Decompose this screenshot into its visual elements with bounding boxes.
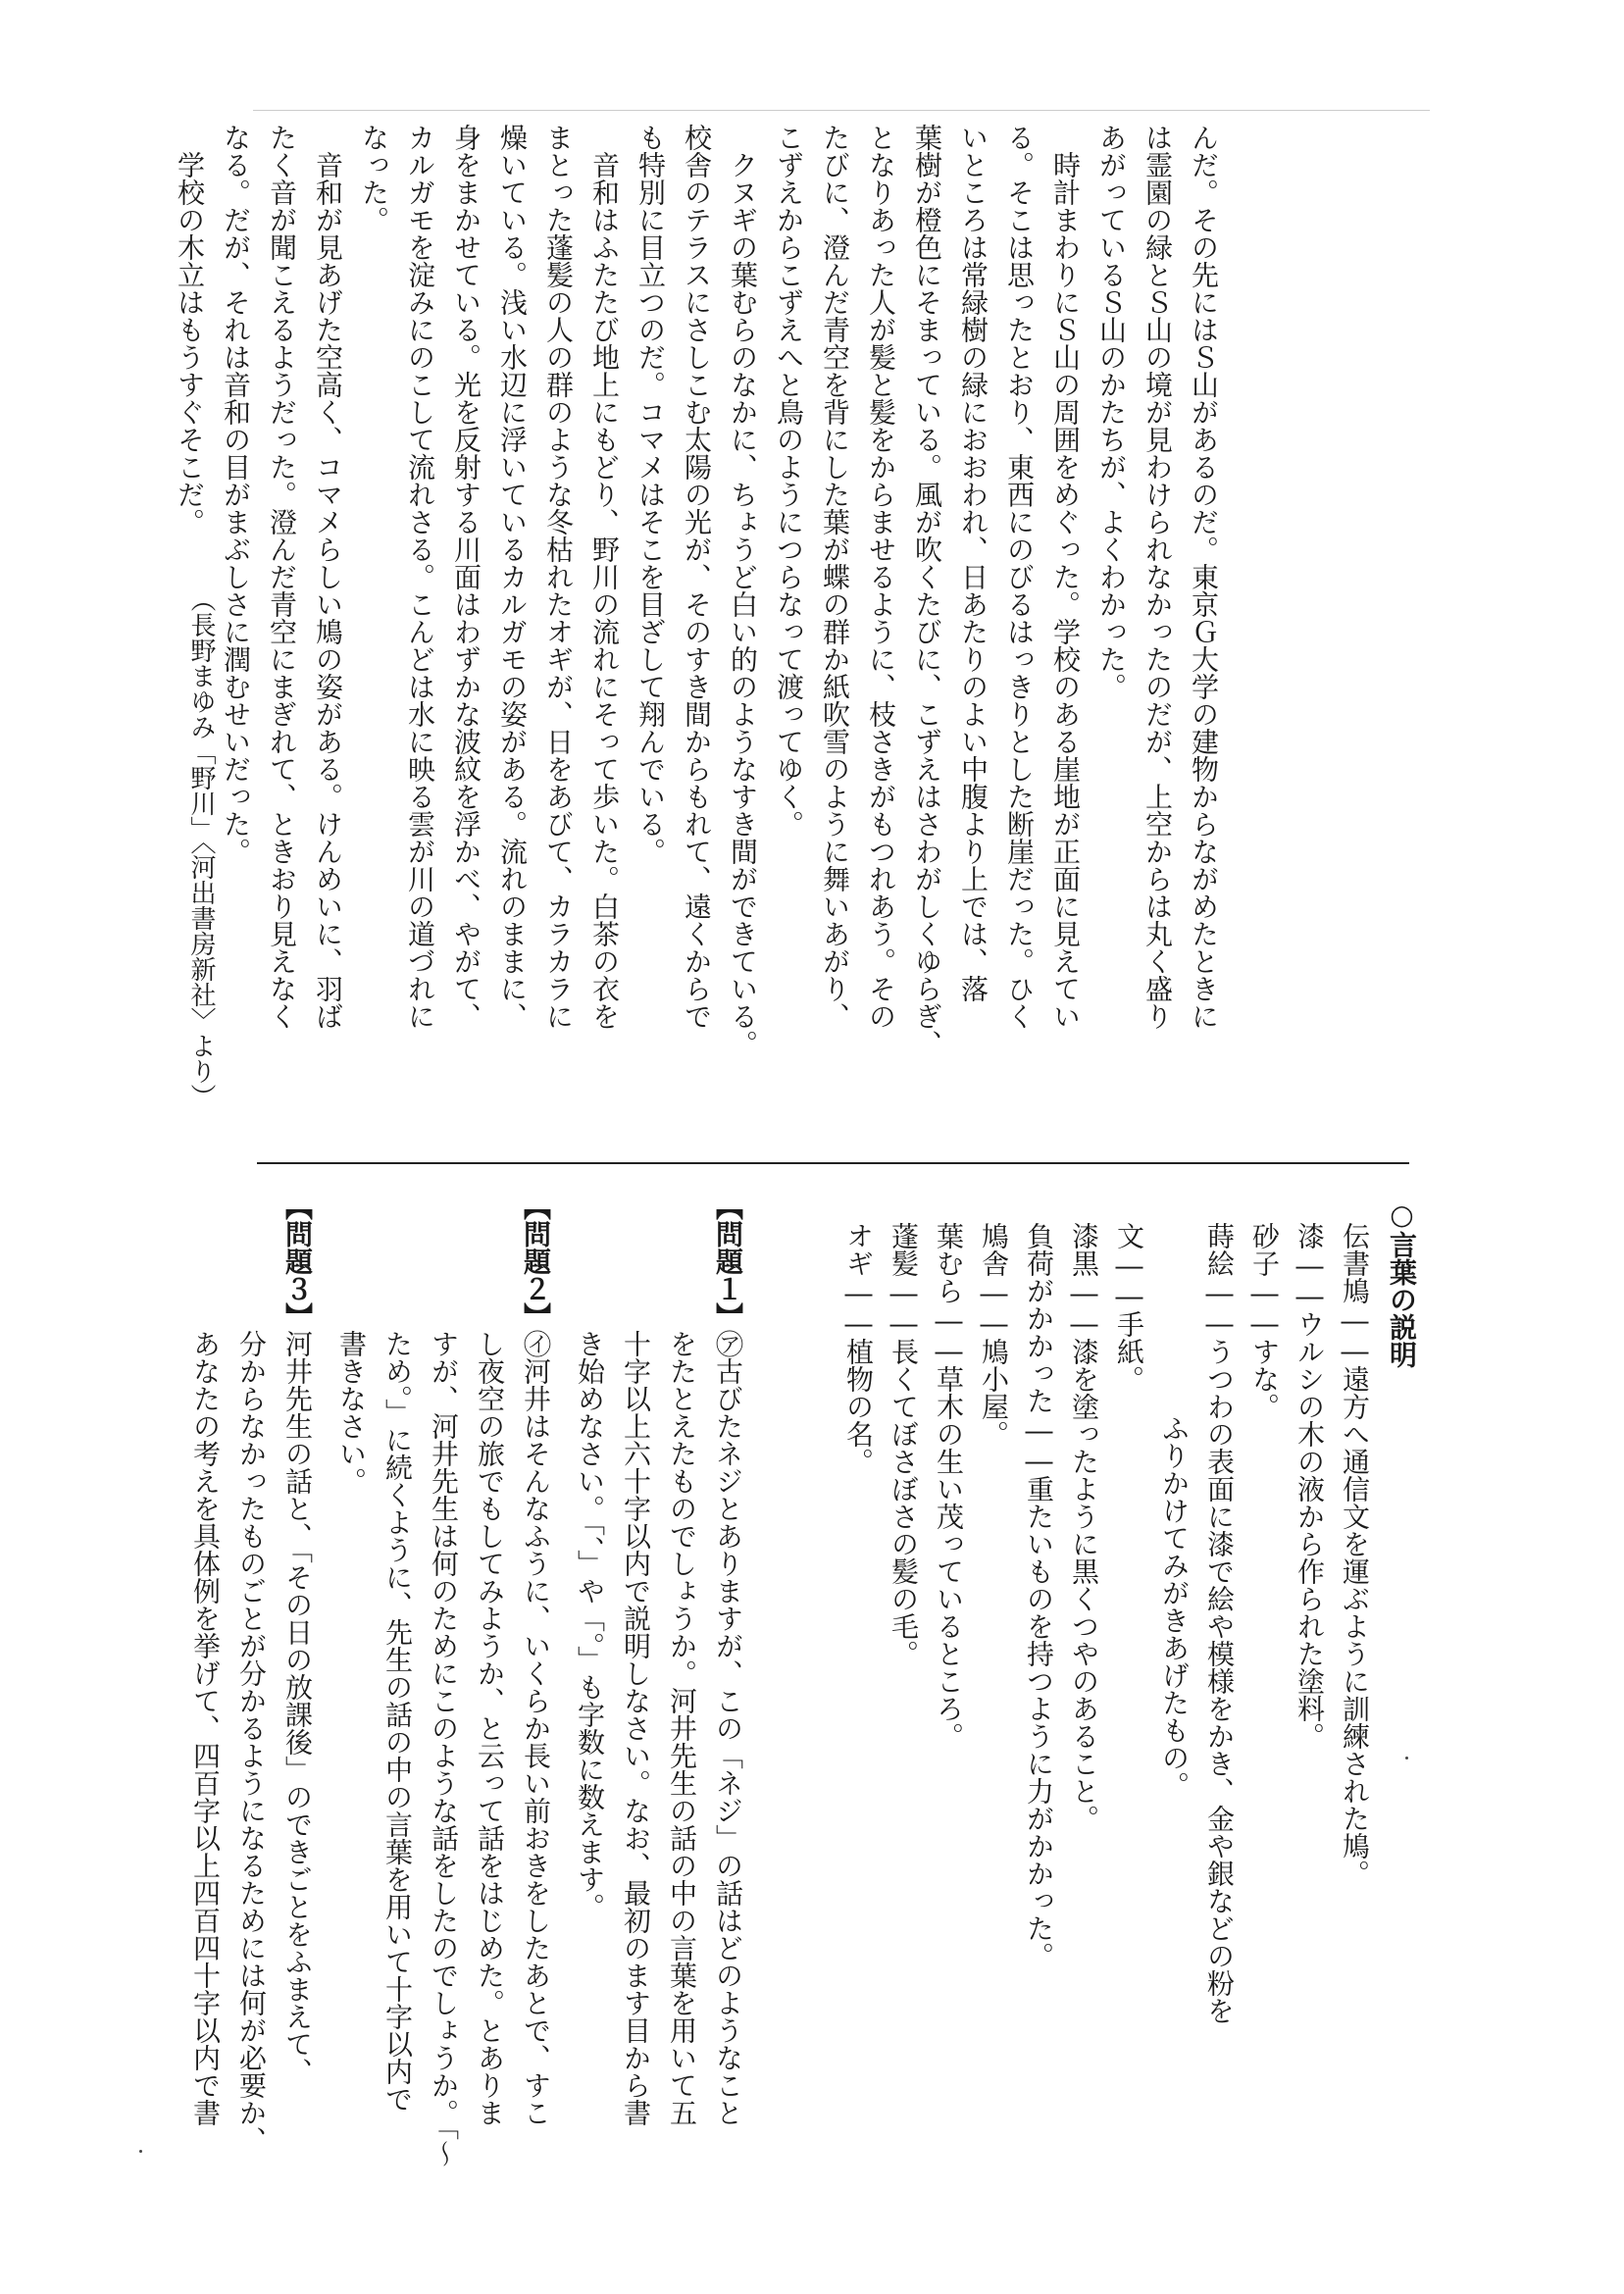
question-line <box>513 1193 559 2173</box>
glossary-entry <box>1196 1222 1242 2183</box>
passage-line: は霊園の緑とＳ山の境が見わけられなかったのだが、上空からは丸く盛り <box>1142 124 1174 1030</box>
questions <box>182 1193 751 2173</box>
question-line <box>275 1193 321 2173</box>
citation-text: （長野まゆみ「野川」〈河出書房新社〉より） <box>186 586 216 1109</box>
question-line <box>467 1193 513 2173</box>
question-text: き始めなさい。「、」や「。」も字数に数えます。 <box>574 1330 606 1920</box>
passage-line: たびに、澄んだ青空を背にした葉が蝶の群か紙吹雪のように舞いあがり、 <box>819 124 851 1030</box>
question-text: 分からなかったものごとが分かるようになるためには何が必要か、 <box>235 1330 268 2154</box>
glossary-entry <box>1016 1222 1061 2183</box>
glossary-dash: ―― <box>1248 1277 1281 1338</box>
glossary-definition: 植物の名。 <box>842 1338 875 1475</box>
question-text: 書きなさい。 <box>335 1330 368 1495</box>
question-line <box>705 1193 751 2173</box>
glossary-definition: ふりかけてみがきあげたもの。 <box>1158 1414 1191 1799</box>
question-text: 河井先生の話と、「その日の放課後」のできごとをふまえて、 <box>281 1330 314 2085</box>
glossary-definition: ウルシの木の液から作られた塗料。 <box>1294 1310 1326 1750</box>
glossary-entry <box>971 1222 1016 2183</box>
glossary-dash: ―― <box>1113 1249 1145 1310</box>
question-line <box>329 1193 375 2173</box>
glossary-term: 漆黒 <box>1068 1222 1100 1277</box>
passage-line: まとった蓬髪の人の群のような冬枯れたオギが、日をあびて、カラカラに <box>542 124 575 1030</box>
question-line <box>182 1193 228 2173</box>
passage-line: 燥いている。浅い水辺に浮いているカルガモの姿がある。流れのままに、 <box>496 124 529 1030</box>
glossary-term: 伝書鳩 <box>1339 1222 1371 1304</box>
glossary-term: 負荷がかかった <box>1023 1222 1055 1414</box>
passage-line: 身をまかせている。光を反射する川面はわずかな波紋を浮かべ、やがて、 <box>450 124 482 1030</box>
glossary-dash: ―― <box>1294 1249 1326 1310</box>
passage-line: クヌギの葉むらのなかに、ちょうど白い的のようなすき間ができている。 <box>727 124 759 1057</box>
glossary-term: 葉むら <box>933 1222 965 1304</box>
glossary-entry <box>1061 1222 1106 2183</box>
print-speck <box>1405 1757 1408 1759</box>
glossary-dash: ―― <box>1068 1277 1100 1338</box>
glossary-definition: うつわの表面に漆で絵や模様をかき、金や銀などの粉を <box>1203 1338 1236 2024</box>
glossary-entry <box>926 1222 971 2183</box>
glossary-term: 漆 <box>1294 1222 1326 1249</box>
top-rule <box>253 110 1430 111</box>
passage-line: 校舎のテラスにさしこむ太陽の光が、そのすき間からもれて、遠くからで <box>681 124 713 1030</box>
glossary-dash: ―― <box>842 1277 875 1338</box>
question-text: すが、河井先生は何のためにこのような話をしたのでしょうか。「～ <box>428 1330 460 2167</box>
glossary-entry <box>1332 1222 1377 2183</box>
question-line <box>659 1193 705 2173</box>
glossary-definition: 手紙。 <box>1113 1310 1145 1393</box>
glossary-entry <box>1106 1222 1151 2183</box>
section-divider <box>257 1162 1409 1164</box>
passage-line: たく音が聞こえるようだった。澄んだ青空にまぎれて、ときおり見えなく <box>266 124 298 1030</box>
passage-line: こずえからこずえへと鳥のようにつらなって渡ってゆく。 <box>773 124 805 838</box>
source-citation <box>186 586 216 1109</box>
glossary-continuation-indent <box>1158 1222 1191 1414</box>
glossary-entry <box>836 1222 881 2183</box>
glossary-dash: ―― <box>888 1277 920 1338</box>
passage-line: いところは常緑樹の緑におおわれ、日あたりのよい中腹より上では、落 <box>957 124 990 1002</box>
passage-line: 葉樹が橙色にそまっている。風が吹くたびに、こずえはさわがしくゆらぎ、 <box>911 124 943 1057</box>
glossary <box>1379 1198 1424 2179</box>
question-text: ため。」に続くように、先生の話の中の言葉を用いて十字以内で <box>381 1330 414 2113</box>
question-line <box>228 1193 275 2173</box>
passage-line: となりあった人が髪と髪をからませるように、枝さきがもつれあう。その <box>865 124 897 1030</box>
passage-line: 時計まわりにＳ山の周囲をめぐった。学校のある崖地が正面に見えてい <box>1049 124 1082 1030</box>
glossary-definition: 鳩小屋。 <box>978 1338 1010 1448</box>
glossary-entry <box>1242 1222 1287 2183</box>
passage-line: なる。だが、それは音和の目がまぶしさに潤むせいだった。 <box>220 124 252 865</box>
glossary-term: オギ <box>842 1222 875 1277</box>
circle-bullet-icon: ○ <box>1386 1198 1418 1231</box>
glossary-definition: 重たいものを持つように力がかかった。 <box>1023 1475 1055 1969</box>
passage-line: カルガモを淀みにのこして流れさる。こんどは水に映る雲が川の道づれに <box>404 124 436 1030</box>
glossary-term: 鳩舎 <box>978 1222 1010 1277</box>
print-speck <box>139 2150 142 2153</box>
glossary-dash: ―― <box>978 1277 1010 1338</box>
passage-line: 音和はふたたび地上にもどり、野川の流れにそって歩いた。白茶の衣を <box>588 124 621 1030</box>
passage-line: あがっているＳ山のかたちが、よくわかった。 <box>1095 124 1128 700</box>
question-text: をたとえたものでしょうか。河井先生の話の中の言葉を用いて五 <box>666 1330 698 2126</box>
glossary-entry <box>881 1222 926 2183</box>
passage-line: んだ。その先にはＳ山があるのだ。東京Ｇ大学の建物からながめたときに <box>1188 124 1220 1030</box>
question-gap <box>321 1193 329 2173</box>
glossary-entry <box>1287 1222 1332 2183</box>
question-line <box>421 1193 467 2173</box>
story-passage <box>167 124 1227 1163</box>
question-text: し夜空の旅でもしてみようか、と云って話をはじめた。とありま <box>474 1330 506 2126</box>
question-line <box>567 1193 613 2173</box>
glossary-definition: すな。 <box>1248 1338 1281 1420</box>
glossary-heading: ○言葉の説明 <box>1379 1198 1424 2179</box>
glossary-dash: ―― <box>1023 1414 1055 1475</box>
glossary-term: 砂子 <box>1248 1222 1281 1277</box>
passage-line: なった。 <box>358 124 390 233</box>
glossary-entry <box>1151 1222 1196 2183</box>
glossary-definition: 漆を塗ったように黒くつやのあること。 <box>1068 1338 1100 1832</box>
glossary-term: 蒔絵 <box>1203 1222 1236 1277</box>
question-text: 十字以上六十字以内で説明しなさい。なお、最初のます目から書 <box>620 1330 652 2126</box>
question-label: 【問題１】 <box>712 1193 744 1330</box>
passage-line: 音和が見あげた空高く、コマメらしい鳩の姿がある。けんめいに、羽ば <box>312 124 344 1030</box>
glossary-term: 蓬髪 <box>888 1222 920 1277</box>
glossary-items <box>836 1222 1377 2183</box>
glossary-dash: ―― <box>1203 1277 1236 1338</box>
question-line <box>613 1193 659 2173</box>
glossary-dash: ―― <box>1339 1304 1371 1365</box>
question-line <box>375 1193 421 2173</box>
question-text: ㋐古びたネジとありますが、この「ネジ」の話はどのようなこと <box>712 1330 744 2126</box>
passage-line: も特別に目立つのだ。コマメはそこを目ざして翔んでいる。 <box>634 124 667 865</box>
question-label: 【問題３】 <box>281 1193 314 1330</box>
glossary-definition: 草木の生い茂っているところ。 <box>933 1365 965 1750</box>
glossary-definition: 遠方へ通信文を運ぶように訓練された鳩。 <box>1339 1365 1371 1887</box>
passage-line: 学校の木立はもうすぐそこだ。 <box>174 124 206 535</box>
question-label: 【問題２】 <box>520 1193 552 1330</box>
question-text: ㋑河井はそんなふうに、いくらか長い前おきをしたあとで、すこ <box>520 1330 552 2126</box>
glossary-term: 文 <box>1113 1222 1145 1249</box>
question-gap <box>559 1193 567 2173</box>
passage-line: る。そこは思ったとおり、東西にのびるはっきりとした断崖だった。ひく <box>1003 124 1036 1030</box>
glossary-definition: 長くてぼさぼさの髪の毛。 <box>888 1338 920 1667</box>
glossary-dash: ―― <box>933 1304 965 1365</box>
question-text: あなたの考えを具体例を挙げて、四百字以上四百四十字以内で書 <box>189 1330 222 2126</box>
